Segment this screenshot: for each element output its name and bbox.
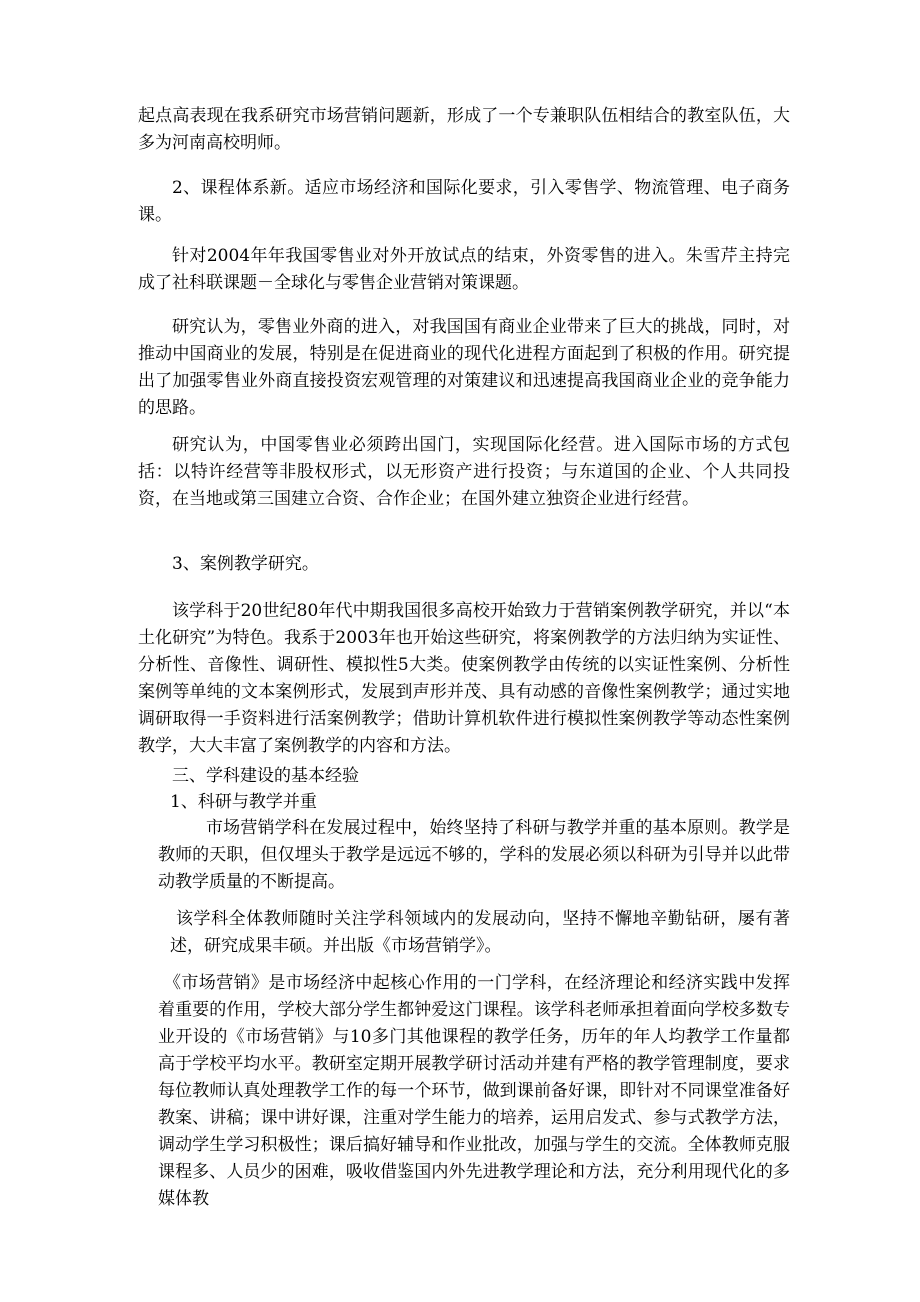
paragraph-research-teaching: 市场营销学科在发展过程中，始终坚持了科研与教学并重的基本原则。教学是教师的天职，但仅埋头于教学是远远不够的，学科的发展必须以科研为引导并以此带动教学质量的不断提高。	[158, 818, 790, 892]
subheading-research-teaching: 1、科研与教学并重	[170, 792, 317, 812]
paragraph-curriculum-system: 2、课程体系新。适应市场经济和国际化要求，引入零售学、物流管理、电子商务课。	[138, 178, 790, 225]
section-case-teaching: 3、案例教学研究。	[172, 554, 319, 574]
paragraph-teaching-team: 起点高表现在我系研究市场营销问题新，形成了一个专兼职队伍相结合的教室队伍，大多为河南高校明师。	[138, 106, 790, 153]
paragraph-marketing-course: 《市场营销》是市场经济中起核心作用的一门学科，在经济理论和经济实践中发挥着重要的作用，学校大部分学生都钟爱这门课程。该学科老师承担着面向学校多数专业开设的《市场营销》与10多门其他课程的教学任务，历年的年人均教学工作量都高于学校平均水平。教研室定期开展教学研讨活动并建有严格的教学管理制度，要求每位教师认真处理教学工作的每一个环节，做到课前备好课，即针对不同课堂准备好教案、讲稿；课中讲好课，注重对学生能力的培养，运用启发式、参与式教学方法，调动学生学习积极性；课后搞好辅导和作业批改，加强与学生的交流。全体教师克服课程多、人员少的困难，吸收借鉴国内外先进教学理论和方法，充分利用现代化的多媒体教	[158, 973, 790, 1209]
paragraph-retail-opening: 针对2004年年我国零售业对外开放试点的结束，外资零售的进入。朱雪芹主持完成了社科联课题－全球化与零售企业营销对策课题。	[138, 246, 790, 293]
section-heading-experience: 三、学科建设的基本经验	[172, 766, 359, 786]
paragraph-case-teaching: 该学科于20世纪80年代中期我国很多高校开始致力于营销案例教学研究，并以“本土化研究”为特色。我系于2003年也开始这些研究，将案例教学的方法归纳为实证性、分析性、音像性、调研性、模拟性5大类。使案例教学由传统的以实证性案例、分析性案例等单纯的文本案例形式，发展到声形并茂、具有动感的音像性案例教学；通过实地调研取得一手资料进行活案例教学；借助计算机软件进行模拟性案例教学等动态性案例教学，大大丰富了案例教学的内容和方法。	[138, 601, 790, 756]
paragraph-faculty-research: 该学科全体教师随时关注学科领域内的发展动向，坚持不懈地辛勤钻研，屡有著述，研究成果丰硕。并出版《市场营销学》。	[170, 909, 790, 956]
paragraph-internationalization: 研究认为，中国零售业必须跨出国门，实现国际化经营。进入国际市场的方式包括：以特许经营等非股权形式，以无形资产进行投资；与东道国的企业、个人共同投资，在当地或第三国建立合资、合作企业；在国外建立独资企业进行经营。	[138, 435, 790, 509]
paragraph-foreign-retail-research: 研究认为，零售业外商的进入，对我国国有商业企业带来了巨大的挑战，同时，对推动中国商业的发展，特别是在促进商业的现代化进程方面起到了积极的作用。研究提出了加强零售业外商直接投资宏观管理的对策建议和迅速提高我国商业企业的竞争能力的思路。	[138, 317, 790, 418]
